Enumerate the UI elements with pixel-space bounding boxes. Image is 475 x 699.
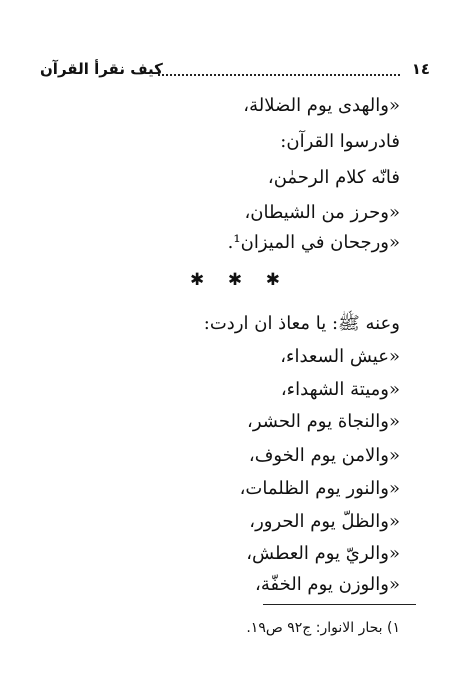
text-line: «عيش السعداء، — [280, 346, 400, 367]
text-line: «والوزن يوم الخفّة، — [255, 574, 400, 595]
text-line: فانّه كلام الرحمٰن، — [267, 167, 400, 188]
page-number: ١٤ — [411, 60, 430, 78]
text-line: «والنجاة يوم الحشر، — [247, 411, 400, 432]
separator-star-icon: ✱ — [190, 270, 205, 290]
text-line: «ورجحان في الميزان¹. — [227, 232, 400, 253]
footnote-divider — [263, 604, 416, 605]
text-line: «والهدى يوم الضلالة، — [243, 95, 400, 116]
text-line: «والنور يوم الظلمات، — [239, 478, 400, 499]
header-dot-leader — [158, 66, 400, 76]
text-line: فادرسوا القرآن: — [280, 131, 400, 152]
running-header — [40, 60, 430, 84]
text-line: «والريّ يوم العطش، — [246, 543, 400, 564]
text-line: «والامن يوم الخوف، — [248, 445, 400, 466]
text-line: «وحرز من الشيطان، — [244, 202, 400, 223]
text-line: «والظلّ يوم الحرور، — [249, 511, 400, 532]
header-title: كيف نقرأ القرآن — [40, 60, 163, 78]
separator-star-icon: ✱ — [227, 270, 243, 290]
text-line: وعنه ﷺ: يا معاذ ان اردت: — [203, 313, 400, 334]
text-line: «وميتة الشهداء، — [280, 379, 400, 400]
separator-star-icon: ✱ — [265, 270, 280, 290]
footnote: ١) بحار الانوار: ج٩٢ ص١٩. — [246, 620, 400, 636]
section-separator — [190, 268, 280, 292]
